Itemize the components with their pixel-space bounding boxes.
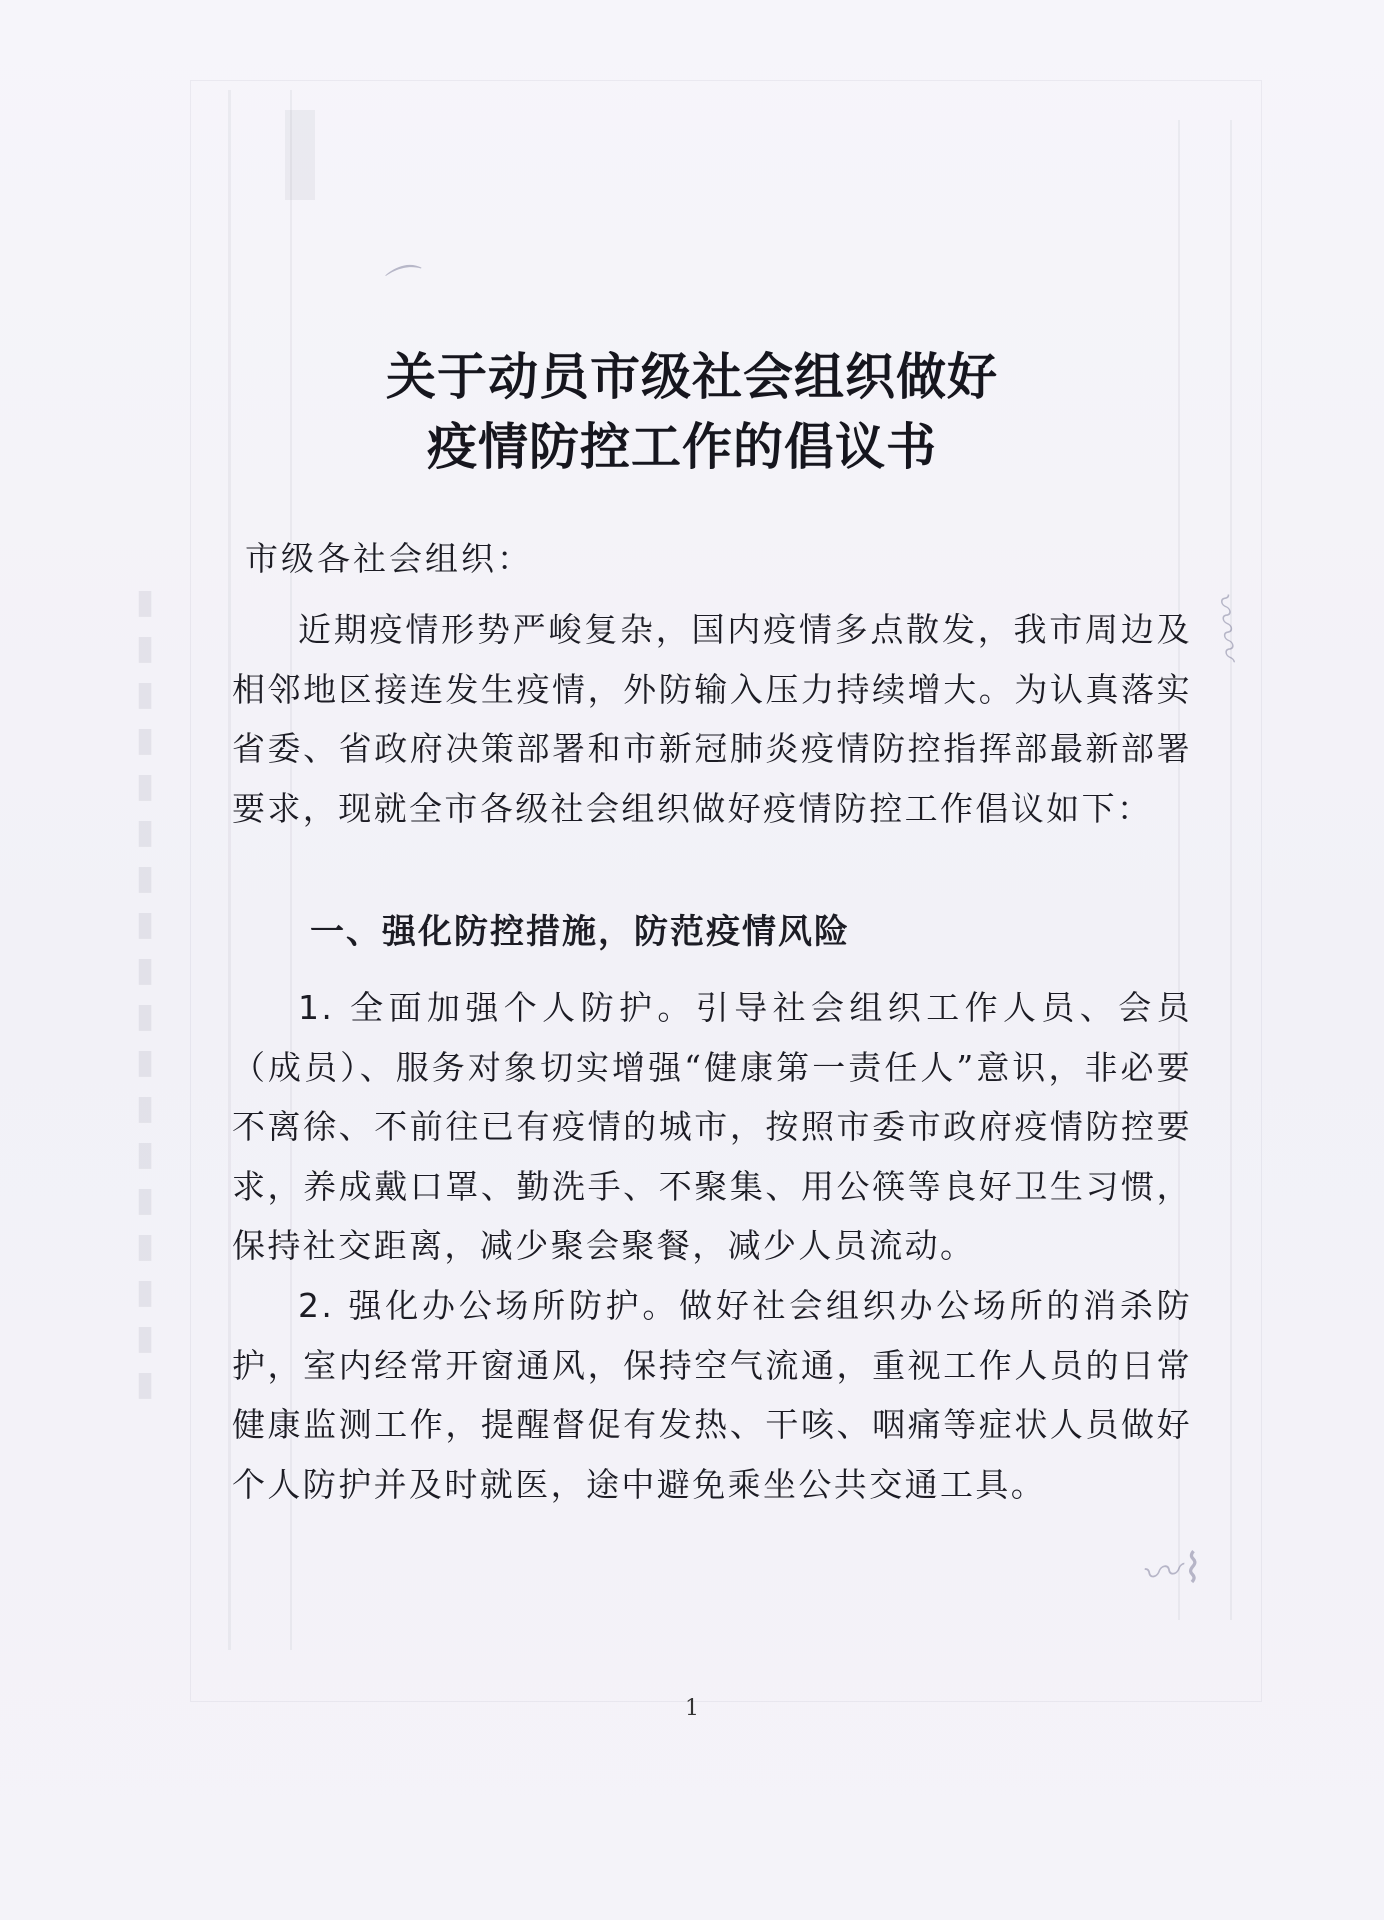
document-title-line-1: 关于动员市级社会组织做好 [386, 348, 998, 406]
item-2-body: 做好社会组织办公场所的消杀防护，室内经常开窗通风，保持空气流通，重视工作人员的日常健康监测工作，提醒督促有发热、干咳、咽痛等症状人员做好个人防护并及时就医，途中避免乘坐公共交通工具。 [232, 1286, 1192, 1504]
document-title [0, 342, 1384, 482]
item-1-body: 引导社会组织工作人员、会员（成员）、服务对象切实增强“健康第一责任人”意识，非必要不离徐、不前往已有疫情的城市，按照市委市政府疫情防控要求，养成戴口罩、勤洗手、不聚集、用公筷等良好卫生习惯，保持社交距离，减少聚会聚餐，减少人员流动。 [232, 988, 1193, 1265]
item-2-paragraph [232, 1276, 1192, 1514]
salutation: 市级各社会组织： [245, 539, 533, 578]
scan-bleed-text: ▮▮▮▮▮▮▮▮▮▮▮▮▮▮▮▮▮▮ [125, 580, 165, 1408]
intro-paragraph: 近期疫情形势严峻复杂，国内疫情多点散发，我市周边及相邻地区接连发生疫情，外防输入压力持续增大。为认真落实省委、省政府决策部署和市新冠肺炎疫情防控指挥部最新部署要求，现就全市各级社会组织做好疫情防控工作倡议如下： [232, 610, 1192, 828]
item-1-lead: 1. 全面加强个人防护。 [298, 988, 696, 1027]
scan-bleed-column [228, 90, 231, 1650]
scan-bleed-stamp-box [285, 110, 315, 200]
handwritten-mark: 〰〰 [1202, 589, 1249, 661]
page-number: 1 [685, 1696, 699, 1721]
item-1-paragraph [232, 978, 1192, 1276]
handwritten-mark: 〰⌇ [1137, 1545, 1203, 1599]
document-title-line-2: 疫情防控工作的倡议书 [427, 418, 937, 476]
handwritten-mark: ⌒ [376, 260, 423, 312]
section-1-heading: 一、强化防控措施，防范疫情风险 [310, 912, 850, 952]
item-2-lead: 2. 强化办公场所防护。 [298, 1286, 680, 1325]
